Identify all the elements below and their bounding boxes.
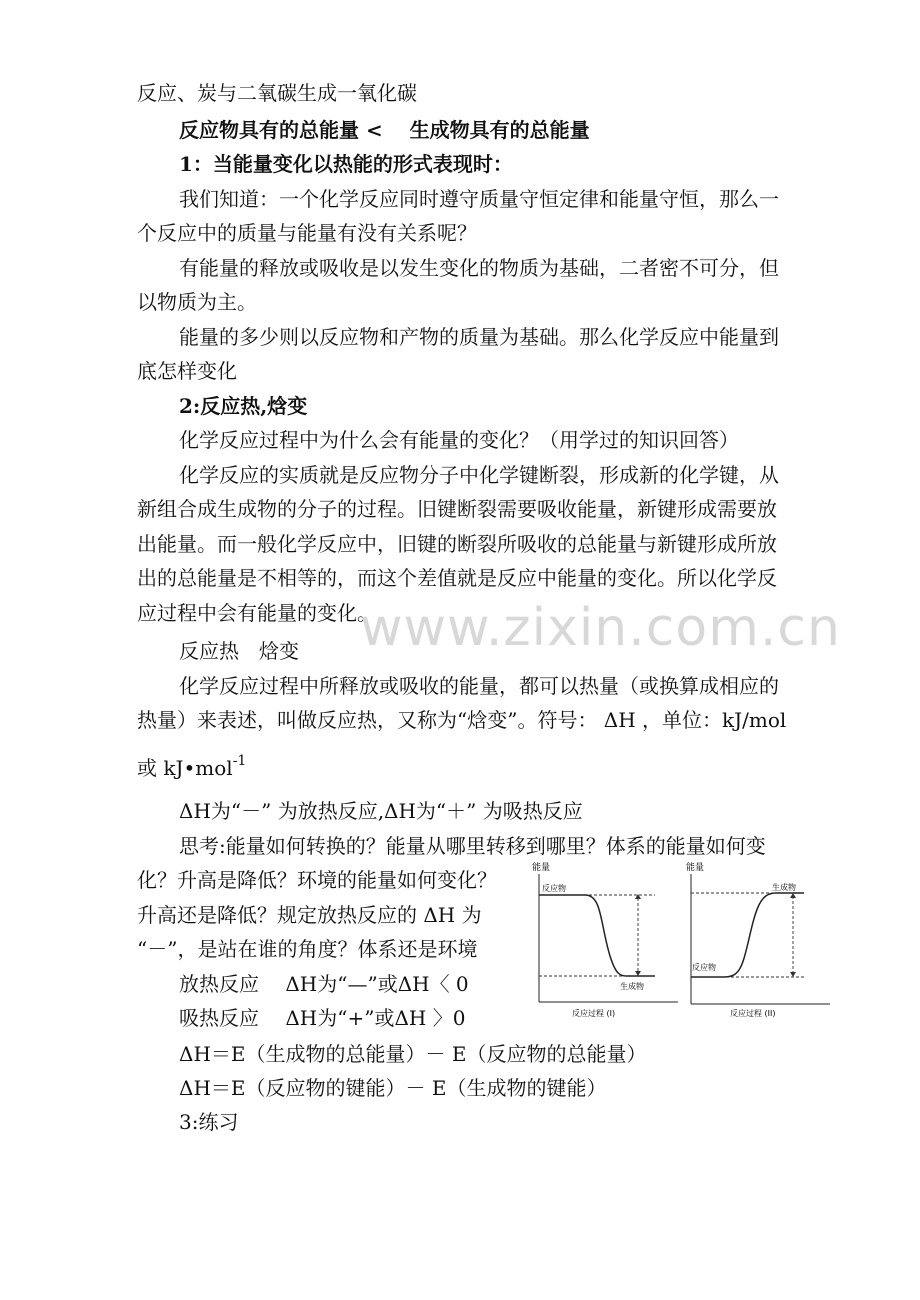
text-line: 应过程中会有能量的变化。 — [137, 601, 377, 625]
reactant-label: 反应物 — [692, 963, 716, 972]
y-axis-label: 能量 — [532, 863, 551, 873]
watermark: www.zixin.com.cn — [360, 598, 841, 658]
text-line: 反应物具有的总能量 < 生成物具有的总能量 — [179, 118, 590, 142]
energy-diagram-exothermic — [530, 858, 680, 1020]
text-line: ΔH为“－” 为放热反应,ΔH为“＋” 为吸热反应 — [179, 799, 583, 823]
product-label: 生成物 — [772, 883, 796, 892]
text-line: 热量）来表述，叫做反应热，又称为“焓变”。符号： ΔH ，单位：kJ/mol — [137, 708, 787, 732]
arrowhead — [790, 972, 796, 977]
superscript: -1 — [232, 753, 247, 769]
energy-diagram-endothermic — [684, 858, 834, 1020]
text-line: 能量的多少则以反应物和产物的质量为基础。那么化学反应中能量到 — [179, 325, 779, 349]
unit-text: 或 kJ•mol — [137, 756, 233, 780]
text-line: 化学反应的实质就是反应物分子中化学键断裂，形成新的化学键，从 — [179, 463, 779, 487]
x-axis-label: 反应过程 (I) — [572, 1009, 616, 1018]
text-line: “－”，是站在谁的角度？体系还是环境 — [137, 937, 478, 961]
text-line: 底怎样变化 — [137, 359, 237, 383]
section-heading: 2:反应热,焓变 — [179, 394, 308, 418]
text-line: 以物质为主。 — [137, 290, 257, 314]
text-line: 吸热反应 ΔH为“+”或ΔH 〉0 — [179, 1006, 466, 1030]
text-line: 化学反应过程中所释放或吸收的能量，都可以热量（或换算成相应的 — [179, 674, 779, 698]
section-heading: 1：当能量变化以热能的形式表现时： — [179, 152, 513, 176]
formula-line: ΔH＝E（生成物的总能量）－ E（反应物的总能量） — [179, 1042, 647, 1066]
formula-line: ΔH＝E（反应物的键能）－ E（生成物的键能） — [179, 1076, 607, 1100]
product-label: 生成物 — [620, 982, 644, 991]
text-line: 我们知道：一个化学反应同时遵守质量守恒定律和能量守恒，那么一 — [179, 187, 779, 211]
text-line: 个反应中的质量与能量有没有关系呢？ — [137, 221, 477, 245]
y-axis-label: 能量 — [686, 863, 705, 873]
text-line: 新组合成生成物的分子的过程。旧键断裂需要吸收能量，新键形成需要放 — [137, 497, 777, 521]
text-line: 放热反应 ΔH为“—”或ΔH〈 0 — [179, 972, 469, 996]
text-line: 反应、炭与二氧碳生成一氧化碳 — [137, 81, 417, 105]
text-line: 3:练习 — [179, 1110, 239, 1134]
reactant-label: 反应物 — [542, 884, 566, 893]
text-line: 有能量的释放或吸收是以发生变化的物质为基础，二者密不可分，但 — [179, 256, 779, 280]
text-line — [137, 754, 246, 785]
text-line: 升高还是降低？规定放热反应的 ΔH 为 — [137, 903, 482, 927]
text-line: 出能量。而一般化学反应中，旧键的断裂所吸收的总能量与新键形成所放 — [137, 532, 777, 556]
text-line: 反应热 焓变 — [179, 639, 299, 663]
text-line: 化？升高是降低？环境的能量如何变化？ — [137, 868, 497, 892]
text-line: 化学反应过程中为什么会有能量的变化？（用学过的知识回答） — [179, 428, 739, 452]
text-line: 出的总能量是不相等的，而这个差值就是反应中能量的变化。所以化学反 — [137, 566, 777, 590]
x-axis-label: 反应过程 (II) — [730, 1009, 776, 1018]
text-line: 思考:能量如何转换的？能量从哪里转移到哪里？体系的能量如何变 — [179, 834, 766, 858]
